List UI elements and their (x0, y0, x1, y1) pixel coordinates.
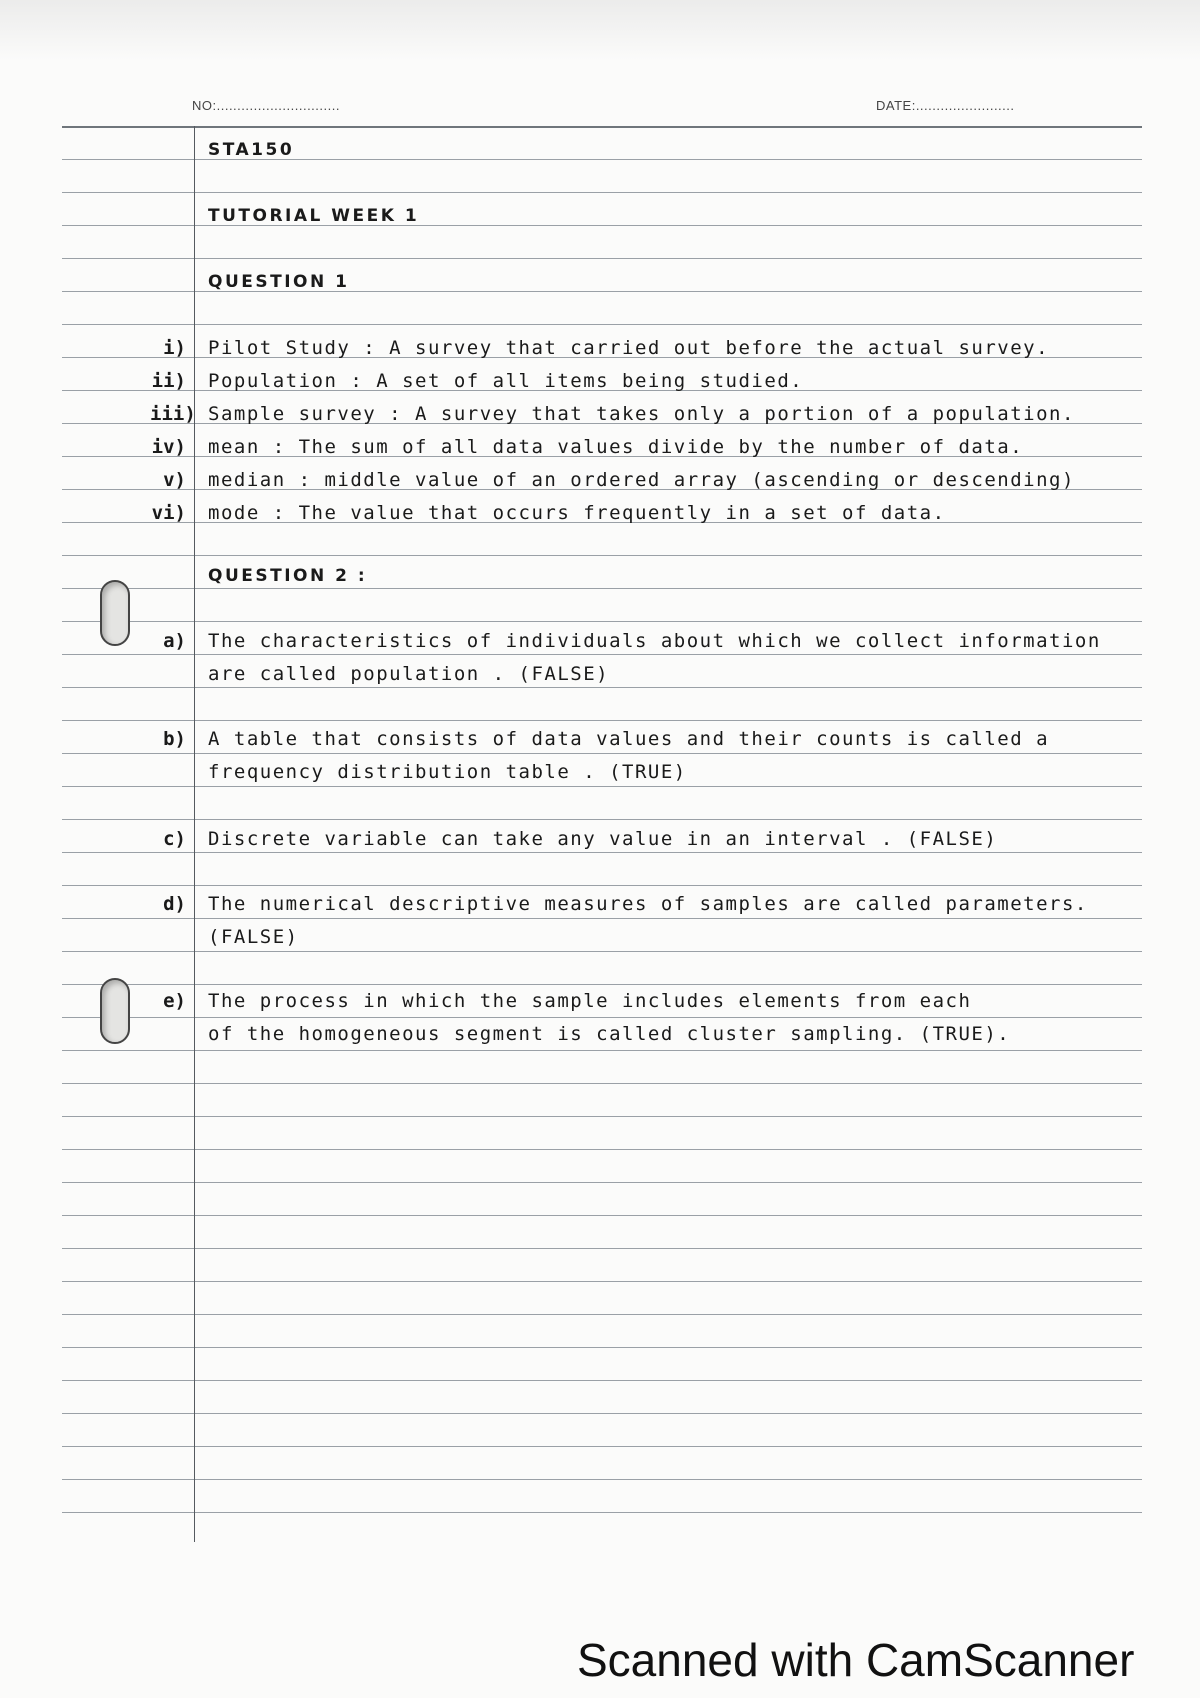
question1-item-text: Sample survey : A survey that takes only a portion of a population. (208, 403, 1075, 425)
ruled-line (62, 918, 1142, 919)
question2-item-line: The process in which the sample includes elements from each (208, 990, 972, 1012)
question2-item-line: of the homogeneous segment is called cluster sampling. (TRUE). (208, 1023, 1011, 1045)
question1-heading: QUESTION 1 (208, 272, 350, 292)
ruled-line (62, 984, 1142, 985)
question1-item-marker: iii) (150, 403, 196, 425)
course-code: STA150 (208, 140, 295, 160)
ruled-line (62, 654, 1142, 655)
ruled-line (62, 1413, 1142, 1414)
ruled-line (62, 1017, 1142, 1018)
ruled-line (62, 324, 1142, 325)
date-field-label: DATE:........................ (876, 98, 1015, 113)
camscanner-watermark: Scanned with CamScanner (577, 1634, 1135, 1686)
ruled-line (62, 126, 1142, 128)
question2-item-line: The numerical descriptive measures of samples are called parameters. (208, 893, 1088, 915)
question1-item-marker: i) (163, 337, 186, 359)
question1-item-marker: iv) (151, 436, 186, 458)
ruled-line (62, 1182, 1142, 1183)
ruled-line (62, 621, 1142, 622)
ruled-line (62, 852, 1142, 853)
question2-item-marker: d) (163, 893, 186, 915)
ruled-line (62, 786, 1142, 787)
ruled-line (62, 258, 1142, 259)
punch-hole-top (100, 580, 130, 646)
margin-line (194, 126, 195, 1542)
ruled-line (62, 1380, 1142, 1381)
question2-item-marker: a) (163, 630, 186, 652)
punch-hole-bottom (100, 978, 130, 1044)
ruled-line (62, 1050, 1142, 1051)
ruled-line (62, 1149, 1142, 1150)
ruled-line (62, 1116, 1142, 1117)
ruled-line (62, 555, 1142, 556)
question1-item-marker: ii) (151, 370, 186, 392)
ruled-line (62, 1479, 1142, 1480)
question2-item-line: Discrete variable can take any value in an interval . (FALSE) (208, 828, 998, 850)
question1-item-text: Population : A set of all items being studied. (208, 370, 804, 392)
question2-item-line: (FALSE) (208, 926, 299, 948)
question1-item-text: mode : The value that occurs frequently in a set of data. (208, 502, 946, 524)
no-field-label: NO:.............................. (192, 98, 340, 113)
ruled-line (62, 588, 1142, 589)
question2-item-marker: c) (163, 828, 186, 850)
tutorial-title: TUTORIAL WEEK 1 (208, 206, 420, 226)
question1-item-marker: vi) (151, 502, 186, 524)
question1-item-text: median : middle value of an ordered array (ascending or descending) (208, 469, 1075, 491)
question2-item-marker: b) (163, 728, 186, 750)
ruled-line (62, 951, 1142, 952)
question2-item-line: frequency distribution table . (TRUE) (208, 761, 687, 783)
ruled-line (62, 1314, 1142, 1315)
ruled-line (62, 1083, 1142, 1084)
ruled-line (62, 1446, 1142, 1447)
ruled-line (62, 753, 1142, 754)
ruled-line (62, 1215, 1142, 1216)
ruled-line (62, 1347, 1142, 1348)
ruled-line (62, 192, 1142, 193)
question2-item-line: are called population . (FALSE) (208, 663, 610, 685)
ruled-line (62, 1248, 1142, 1249)
ruled-line (62, 687, 1142, 688)
question1-item-text: Pilot Study : A survey that carried out before the actual survey. (208, 337, 1050, 359)
scan-shadow (0, 0, 1200, 60)
ruled-line (62, 885, 1142, 886)
ruled-line (62, 819, 1142, 820)
question2-heading: QUESTION 2 : (208, 566, 368, 586)
question2-item-marker: e) (163, 990, 186, 1012)
question2-item-line: A table that consists of data values and their counts is called a (208, 728, 1050, 750)
ruled-line (62, 1512, 1142, 1513)
question1-item-text: mean : The sum of all data values divide by the number of data. (208, 436, 1024, 458)
question1-item-marker: v) (163, 469, 186, 491)
ruled-line (62, 720, 1142, 721)
ruled-line (62, 1281, 1142, 1282)
question2-item-line: The characteristics of individuals about which we collect information (208, 630, 1101, 652)
